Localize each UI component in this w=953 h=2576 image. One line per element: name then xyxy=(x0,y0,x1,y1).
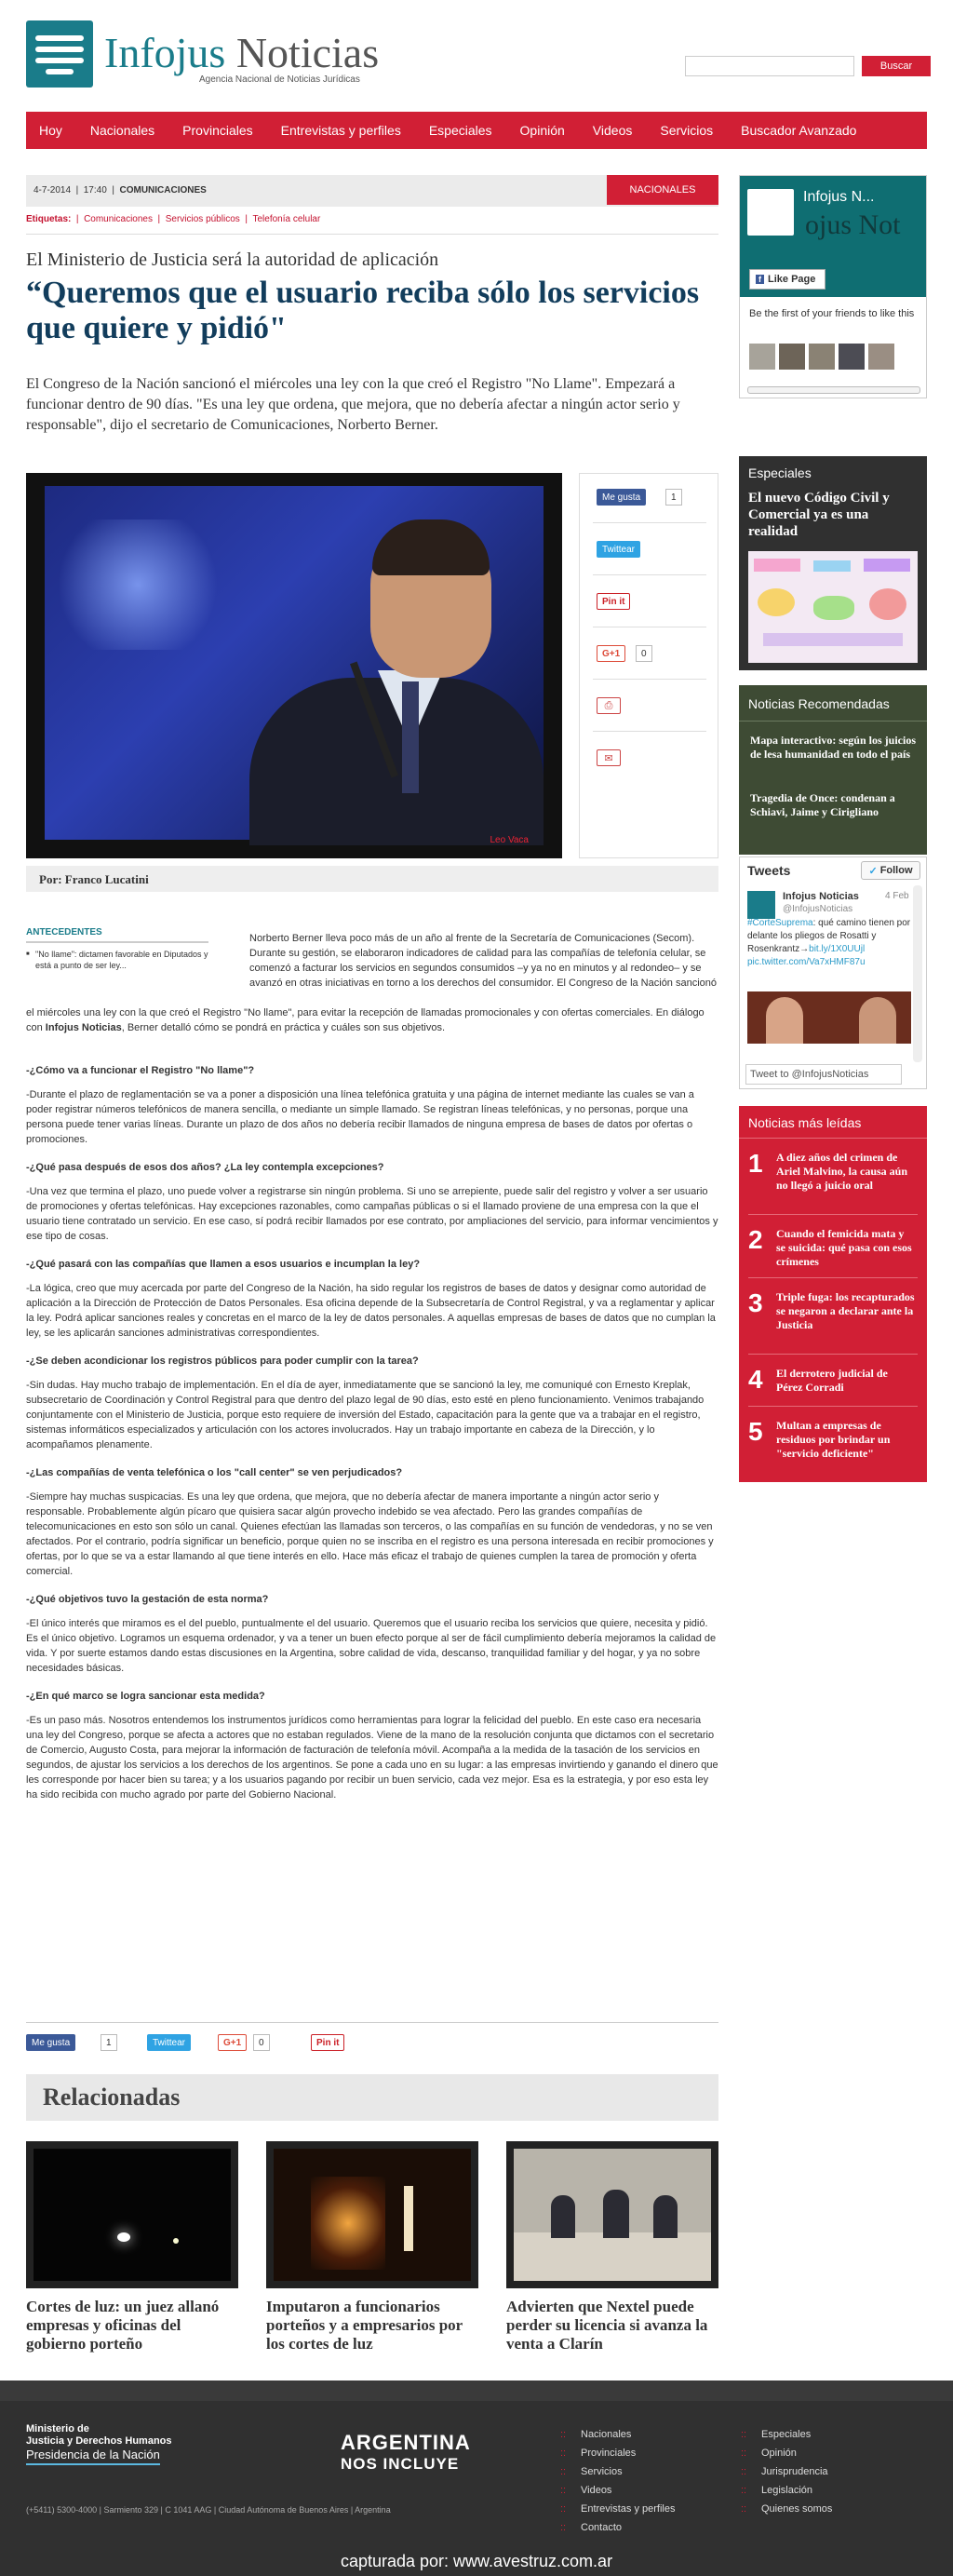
article-intro: Norberto Berner lleva poco más de un año al frente de la Secretaría de Comunicaciones (Secom). Durante su gestión, se elaboraron indicadores de calidad para las compañías de telefonía celular, se comenzó a facturar los servicios en segundos consumidos –y ya no en minutos y al redondeo– y se avanzó en otras iniciativas en torno a los derechos del consumidor. El Congreso de la Nación sancionó xyxy=(249,933,718,989)
friend-avatar[interactable] xyxy=(809,344,835,370)
related-title: Relacionadas xyxy=(26,2074,718,2121)
section-badge[interactable]: NACIONALES xyxy=(607,175,718,205)
footer-link[interactable]: :: Especiales xyxy=(739,2429,832,2448)
answer: -Sin dudas. Hay mucho trabajo de implementación. En el día de ayer, inmediatamente que se sancionó la ley, me comuniqué con Ernesto Kreplak, subsecretario de Coordinación y Control Registral para que dentro del plazo legal de 90 días, esto esté en pleno funcionamiento. Venimos trabajando conjuntamente con el Ministerio de Justicia, porque esto requiere de inversión del Estado, capacitación para la gente que va a trabajar en el registro, sistemas informáticos especializados y articulación con los actores involucrados. Hay un trabajo importante en cabeza de la Dirección, y lo acompañamos plenamente. xyxy=(26,1380,705,1450)
footer-argentina: ARGENTINA xyxy=(341,2431,471,2454)
facebook-friends-text: Be the first of your friends to like this xyxy=(749,308,915,319)
nav-especiales[interactable]: Especiales xyxy=(428,123,492,138)
article-meta-bar: 4-7-2014 | 17:40 | COMUNICACIONES NACIONALES xyxy=(26,175,718,207)
mas-leida-link[interactable]: Triple fuga: los recapturados se negaron a declarar ante la Justicia xyxy=(776,1290,915,1331)
recomendadas-box xyxy=(739,685,927,855)
facebook-like-button[interactable]: Me gusta xyxy=(597,489,646,506)
tweet-date[interactable]: 4 Feb xyxy=(885,891,909,901)
mail-icon[interactable]: ✉ xyxy=(597,749,621,766)
question: -¿Se deben acondicionar los registros públicos para poder cumplir con la tarea? xyxy=(26,1355,419,1367)
especiales-image[interactable] xyxy=(748,551,918,663)
nav-servicios[interactable]: Servicios xyxy=(660,123,714,138)
friend-avatar[interactable] xyxy=(749,344,775,370)
rank-number: 1 xyxy=(748,1149,763,1178)
related-image[interactable] xyxy=(506,2141,718,2288)
recomendada-link[interactable]: Tragedia de Once: condenan a Schiavi, Jaime y Cirigliano xyxy=(750,791,895,818)
footer-link[interactable]: :: Servicios xyxy=(558,2466,675,2485)
friend-avatar[interactable] xyxy=(779,344,805,370)
rank-number: 5 xyxy=(748,1417,763,1446)
photo-credit: Leo Vaca xyxy=(490,835,529,845)
mas-leidas-title: Noticias más leídas xyxy=(748,1115,862,1130)
printer-icon[interactable]: ⎙ xyxy=(597,697,621,714)
article-section[interactable]: COMUNICACIONES xyxy=(119,185,207,196)
tweet-author-name[interactable]: Infojus Noticias xyxy=(783,891,859,902)
question: -¿En qué marco se logra sancionar esta medida? xyxy=(26,1691,265,1702)
tweet-hashtag-link[interactable]: #CorteSuprema xyxy=(747,918,813,928)
facebook-like-page-button[interactable]: f Like Page xyxy=(749,269,825,290)
antecedentes-title: ANTECEDENTES xyxy=(26,927,208,943)
recomendadas-title: Noticias Recomendadas xyxy=(748,696,890,711)
article-body xyxy=(26,1050,718,1802)
article-kicker: El Ministerio de Justicia será la autoridad de aplicación xyxy=(26,250,439,270)
answer: -Una vez que termina el plazo, uno puede volver a registrarse sin ningún problema. Si uno se arrepiente, puede salir del registro y volver a ser usuario de promociones y ofertas telefónicas. Hay excepciones razonables, como campañas públicas o si el llamado proviene de una empresa con la que el usuario tiene contratado un servicio. En ese caso, sí podrá recibir llamados por ese contrato, por ampliaciones del servicio, para informar vencimientos y ese tipo de cosas. xyxy=(26,1186,718,1242)
recomendada-link[interactable]: Mapa interactivo: según los juicios de lesa humanidad en todo el país xyxy=(750,734,916,761)
friend-avatar[interactable] xyxy=(839,344,865,370)
mas-leida-link[interactable]: Multan a empresas de residuos por brindar un "servicio deficiente" xyxy=(776,1419,891,1460)
tweet-media-link[interactable]: pic.twitter.com/Va7xHMF87u xyxy=(747,957,866,967)
related-card[interactable] xyxy=(506,2141,718,2353)
facebook-like-count: 1 xyxy=(101,2034,117,2051)
rank-number: 4 xyxy=(748,1365,763,1394)
mas-leida-item[interactable] xyxy=(748,1288,921,1344)
question: -¿Qué pasa después de esos dos años? ¿La ley contempla excepciones? xyxy=(26,1162,384,1173)
related-image[interactable] xyxy=(26,2141,238,2288)
mas-leida-item[interactable] xyxy=(748,1417,921,1473)
article-photo[interactable] xyxy=(26,473,562,858)
facebook-like-count: 1 xyxy=(665,489,682,506)
footer-link[interactable]: :: Nacionales xyxy=(558,2429,675,2448)
facebook-widget-scrollbar[interactable] xyxy=(747,386,920,394)
nav-provinciales[interactable]: Provinciales xyxy=(182,123,253,138)
mas-leida-link[interactable]: Cuando el femicida mata y se suicida: qué pasa con esos crímenes xyxy=(776,1227,912,1268)
twitter-avatar[interactable] xyxy=(747,891,775,919)
footer-address: (+5411) 5300-4000 | Sarmiento 329 | C 1041 AAG | Ciudad Autónoma de Buenos Aires | Argentina xyxy=(26,2505,391,2515)
site-tagline: Agencia Nacional de Noticias Jurídicas xyxy=(199,74,360,85)
article-intro-continued: el miércoles una ley con la que creó el Registro "No llame", para evitar la recepción de llamadas promocionales y con ofertas comerciales. En diálogo con Infojus Noticias, Berner detalló cómo se pondrá en práctica y cuáles son sus objetivos. xyxy=(26,1007,705,1033)
mas-leida-item[interactable] xyxy=(748,1149,921,1205)
footer-link[interactable]: :: Entrevistas y perfiles xyxy=(558,2503,675,2522)
facebook-page-widget xyxy=(739,175,927,398)
nav-buscador-avanzado[interactable]: Buscador Avanzado xyxy=(741,123,857,138)
facebook-page-name[interactable]: Infojus N... xyxy=(803,189,875,205)
footer-link[interactable]: :: Videos xyxy=(558,2485,675,2503)
tag-link[interactable]: Comunicaciones xyxy=(84,214,153,224)
facebook-cover-text: ojus Not xyxy=(805,209,901,240)
tweet-link[interactable]: bit.ly/1X0UUjl xyxy=(809,944,866,954)
answer: -Durante el plazo de reglamentación se va a poner a disposición una línea telefónica gratuita y una página de internet mediante las cuales se van a poder registrar números telefónicos de manera sencilla, o mediante un simple llamado. Se registran líneas telefónicas, y no personas, porque una persona puede tener varias líneas. Durante un plazo de dos años no debería recibir llamados de ninguna empresa de bases de datos por ofertas o promociones. xyxy=(26,1089,694,1145)
search-input[interactable] xyxy=(685,56,854,76)
logo-icon[interactable] xyxy=(26,20,93,88)
related-card[interactable] xyxy=(26,2141,238,2353)
google-plus-count: 0 xyxy=(636,645,652,662)
especiales-title: Especiales xyxy=(748,465,812,480)
answer: -La lógica, creo que muy acercada por parte del Congreso de la Nación, ha sido regular los registros de bases de datos y designar como autoridad de aplicación a la Dirección de Protección de Datos Personales. Esa oficina depende de la Subsecretaría de Control Registral, y va a reglamentar y aplicar la ley. Podrá aplicar sanciones reales y concretas en el marco de la ley de datos personales. A aquellas empresas de bases de datos que no cumplan la ley, se les aplicarán sanciones administrativas correspondientes. xyxy=(26,1283,716,1339)
nav-hoy[interactable]: Hoy xyxy=(39,123,62,138)
answer: -Es un paso más. Nosotros entendemos los instrumentos jurídicos como herramientas para lograr la felicidad del pueblo. En este caso era necesaria una ley del Congreso, porque se afecta a actores que no estaban regulados. Viene de la mano de la resolución conjunta que dictamos con el secretario de Comercio, Augusto Costa, para mejorar la información de facturación de telefonía móvil. Acompaña a la medida de la tasación de los servicios en segundos, de ajustar los servicios a los derechos de los argentinos. Se pone a cada uno en su lugar: a las empresas invirtiendo y ganando el dinero que les corresponde por hacer bien su tarea; y a los usuarios pagando por recibir un buen servicio, cada vez mejor. Esa es la estrategia, y por eso esta ley ha sido recibida con mucho agrado por parte del Gobierno Nacional. xyxy=(26,1715,718,1801)
answer: -El único interés que miramos es el del pueblo, puntualmente el del usuario. Queremos que el usuario reciba los servicios que quiere, necesita y pidió. Es el único objetivo. Logramos un esquema ordenador, y va a tener un buen efecto porque al ser de fácil cumplimiento debería mejoramos la calidad de vida. Y por suerte estamos dando estas discusiones en la Argentina, sobre calidad de vida, descanso, tranquilidad familiar y del hogar, y ya no sobre necesidades básicas. xyxy=(26,1618,717,1674)
related-image[interactable] xyxy=(266,2141,478,2288)
friend-avatar[interactable] xyxy=(868,344,894,370)
footer-link[interactable]: :: Quienes somos xyxy=(739,2503,832,2522)
pinterest-button[interactable]: Pin it xyxy=(597,593,630,610)
antecedentes-link[interactable]: ■ "No llame": dictamen favorable en Diputados y está a punto de ser ley... xyxy=(26,949,208,971)
question: -¿Las compañías de venta telefónica o los "call center" se ven perjudicados? xyxy=(26,1467,403,1478)
main-nav xyxy=(26,112,927,149)
question: -¿Qué pasará con las compañías que llamen a esos usuarios e incumplan la ley? xyxy=(26,1259,421,1270)
tweet-text: #CorteSuprema: qué camino tienen por delante los pliegos de Rosatti y Rosenkrantz→bit.ly/1X0UUjl pic.twitter.com/Va7xHMF87u xyxy=(747,918,911,967)
tweets-scrollbar[interactable] xyxy=(913,885,922,1062)
tags-label: Etiquetas: xyxy=(26,214,72,224)
share-sidebar xyxy=(579,473,718,858)
article-date: 4-7-2014 xyxy=(34,185,72,196)
facebook-cover[interactable] xyxy=(740,176,926,297)
question: -¿Cómo va a funcionar el Registro "No llame"? xyxy=(26,1065,255,1076)
footer-link[interactable]: :: Provinciales xyxy=(558,2448,675,2466)
nav-nacionales[interactable]: Nacionales xyxy=(89,123,155,138)
especiales-headline[interactable]: El nuevo Código Civil y Comercial ya es una realidad xyxy=(748,491,890,539)
tweet-image[interactable] xyxy=(747,991,911,1044)
article-time: 17:40 xyxy=(83,185,107,196)
nav-entrevistas[interactable]: Entrevistas y perfiles xyxy=(280,123,401,138)
tweet-author-handle[interactable]: @InfojusNoticias xyxy=(783,904,853,914)
footer-ministerio[interactable]: Ministerio de Justicia y Derechos Humanos xyxy=(26,2423,172,2447)
mas-leida-item[interactable] xyxy=(748,1225,921,1281)
mas-leidas-box xyxy=(739,1106,927,1482)
nav-opinion[interactable]: Opinión xyxy=(519,123,565,138)
mas-leida-item[interactable] xyxy=(748,1365,921,1421)
tag-link[interactable]: Servicios públicos xyxy=(165,214,240,224)
footer-link[interactable]: :: Legislación xyxy=(739,2485,832,2503)
tags-row: Etiquetas: | Comunicaciones | Servicios públicos | Telefonía celular xyxy=(26,214,718,235)
mas-leida-link[interactable]: El derrotero judicial de Pérez Corradi xyxy=(776,1367,888,1394)
twitter-widget xyxy=(739,856,927,1089)
footer-links-col-2 xyxy=(739,2429,832,2522)
rank-number: 2 xyxy=(748,1225,763,1254)
footer-presidencia[interactable]: Presidencia de la Nación xyxy=(26,2448,160,2465)
related-card[interactable] xyxy=(266,2141,478,2353)
question: -¿Qué objetivos tuvo la gestación de esta norma? xyxy=(26,1594,269,1605)
especiales-box[interactable] xyxy=(739,456,927,670)
nav-videos[interactable]: Videos xyxy=(592,123,633,138)
bottom-share-bar xyxy=(26,2022,718,2063)
mas-leida-link[interactable]: A diez años del crimen de Ariel Malvino, la causa aún no llegó a juicio oral xyxy=(776,1151,908,1192)
pinterest-button[interactable]: Pin it xyxy=(311,2034,344,2051)
article-headline: “Queremos que el usuario reciba sólo los servicios que quiere y pidió" xyxy=(26,276,700,345)
footer-link[interactable]: :: Opinión xyxy=(739,2448,832,2466)
antecedentes-box xyxy=(26,927,208,971)
tweets-title: Tweets xyxy=(747,863,791,878)
search-button[interactable]: Buscar xyxy=(862,56,931,76)
footer-link[interactable]: :: Contacto xyxy=(558,2522,675,2541)
capture-watermark: capturada por: www.avestruz.com.ar xyxy=(340,2552,613,2570)
answer: -Siempre hay muchas suspicacias. Es una ley que ordena, que mejora, que no debería afectar de manera importante a ningún actor serio y responsable. Probablemente algún pícaro que quisiera sacar algún provecho indebido se vea afectado. Pero las grandes compañías de telecomunicaciones en esto son sólo un canal. Quienes efectúan las llamadas son terceros, o las compañías en su función de vendedoras, y no se ven afectados. Por el contrario, podría significar un beneficio, porque quien no se inscriba en el registro es una persona interesada en recibir promociones y ofertas, por lo que se va a estar llamando al que tiene interés en ello. Hace más eficaz el trabajo de quienes cumplen la tarea de promoción y oferta comercial. xyxy=(26,1491,714,1577)
twitter-share-button[interactable]: Twittear xyxy=(147,2034,191,2051)
twitter-follow-button[interactable]: ✓ Follow xyxy=(861,861,920,880)
related-headline[interactable]: Advierten que Nextel puede perder su licencia si avanza la venta a Clarín xyxy=(506,2298,708,2353)
google-plus-button[interactable]: G+1 xyxy=(597,645,625,662)
tweet-to-input[interactable]: Tweet to @InfojusNoticias xyxy=(745,1064,902,1085)
page-avatar-icon xyxy=(747,189,794,236)
facebook-like-button[interactable]: Me gusta xyxy=(26,2034,75,2051)
google-plus-button[interactable]: G+1 xyxy=(218,2034,247,2051)
rank-number: 3 xyxy=(748,1288,763,1317)
site-logo-text[interactable]: Infojus Noticias xyxy=(104,29,380,76)
article-byline: Por: Franco Lucatini xyxy=(26,866,718,892)
footer-nos-incluye: NOS INCLUYE xyxy=(341,2455,460,2473)
related-headline[interactable]: Imputaron a funcionarios porteños y a empresarios por los cortes de luz xyxy=(266,2298,463,2353)
tag-link[interactable]: Telefonía celular xyxy=(252,214,321,224)
footer-links-col-1 xyxy=(558,2429,675,2541)
related-headline[interactable]: Cortes de luz: un juez allanó empresas y oficinas del gobierno porteño xyxy=(26,2298,220,2353)
site-header xyxy=(26,20,931,95)
google-plus-count: 0 xyxy=(253,2034,270,2051)
site-footer xyxy=(0,2380,953,2576)
footer-link[interactable]: :: Jurisprudencia xyxy=(739,2466,832,2485)
article-lead: El Congreso de la Nación sancionó el miércoles una ley con la que creó el Registro "No Llame". Empezará a funcionar dentro de 90 días. "Es una ley que ordena, que mejora, que no debería afectar a ningún actor serio y responsable", dijo el secretario de Comunicaciones, Norberto Berner. xyxy=(26,376,680,433)
twitter-share-button[interactable]: Twittear xyxy=(597,541,640,558)
